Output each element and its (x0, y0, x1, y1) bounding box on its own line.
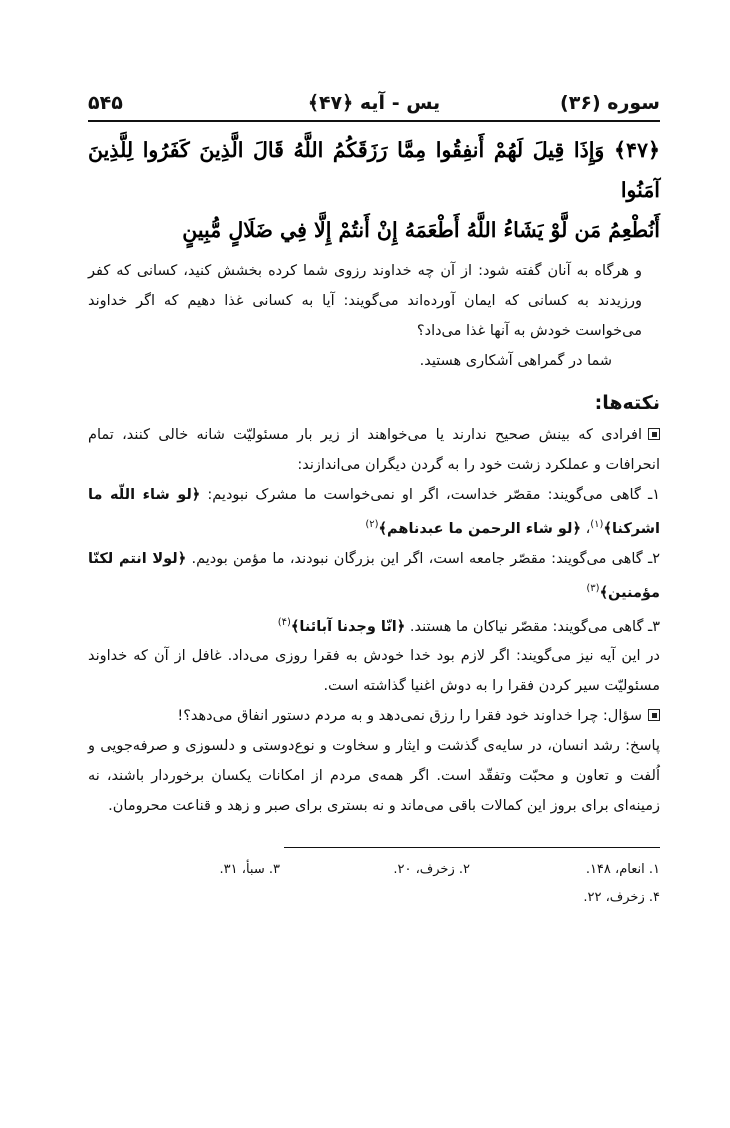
page-number: ۵۴۵ (88, 92, 123, 114)
verse-line-1: ﴿۴۷﴾ وَإِذَا قِيلَ لَهُمْ أَنفِقُوا مِمَّا رَزَقَكُمُ اللَّهُ قَالَ الَّذِينَ كَفَرُوا لِلَّذِينَ آمَنُوا (88, 138, 660, 202)
item-2-text: ۲ـ گاهی می‌گویند: مقصّر جامعه است، اگر این بزرگان نبودند، ما مؤمن بودیم. (191, 550, 660, 567)
note-intro (88, 420, 660, 480)
quran-verse (88, 130, 660, 250)
question-text: سؤال: چرا خداوند خود فقرا را رزق نمی‌دهد و به مردم دستور انفاق می‌دهد؟! (177, 708, 642, 725)
note-question (88, 701, 660, 731)
bullet-square-icon (648, 428, 660, 440)
footnote-row-1 (88, 856, 660, 884)
page-header (88, 86, 660, 122)
note-after-items: در این آیه نیز می‌گویند: اگر لازم بود خدا خودش به فقرا روزی می‌داد. غافل از آن که خداوند مسئولیّت سیر کردن فقرا را به دوش اغنیا گذاشته است. (88, 648, 660, 695)
footnote-4: ۴. زخرف، ۲۲. (583, 890, 660, 906)
note-item-3 (88, 608, 660, 642)
item-1-quote-2: ﴿لو شاء الرحمن ما عبدناهم﴾ (378, 520, 581, 537)
notes-title: نکته‌ها: (594, 392, 660, 414)
footnote-2: ۲. زخرف، ۲۰. (393, 862, 470, 878)
item-1-separator: ، (580, 520, 591, 537)
item-3-quote: ﴿انّا وجدنا آبائنا﴾ (290, 618, 406, 635)
footnote-ref-2: (۲) (365, 519, 379, 530)
footnote-ref-3: (۳) (586, 582, 600, 594)
verse-reference: یس - آیه ﴿۴۷﴾ (307, 92, 441, 114)
note-answer: پاسخ: رشد انسان، در سایه‌ی گذشت و ایثار و سخاوت و نوع‌دوستی و دلسوزی و صرفه‌جویی و اُلفت و تعاون و محبّت وتفقّد است. اگر همه‌ی مردم از امکانات یکسان برخوردار باشند، نه زمینه‌ای برای بروز این کمالات باقی می‌ماند و نه بستری برای صبر و زهد و قناعت محرومان. (88, 738, 660, 815)
footnote-row-2 (88, 884, 660, 912)
translation-last-line: شما در گمراهی آشکاری هستید. (419, 353, 612, 369)
verse-translation (88, 256, 660, 376)
footnote-3: ۳. سبأ، ۳۱. (219, 862, 280, 878)
item-1-quote-1: ﴿لو شاء اللّه ما اشرکنا﴾ (88, 487, 660, 537)
footnote-ref-1: (۱) (590, 519, 604, 530)
item-1-text: ۱ـ گاهی می‌گویند: مقصّر خداست، اگر او نمی‌خواست ما مشرک نبودیم: (207, 487, 661, 503)
bullet-square-icon (648, 709, 660, 721)
item-2-quote: ﴿لولا انتم لکنّا مؤمنین﴾ (88, 550, 660, 601)
footnote-ref-4: (۴) (277, 616, 291, 628)
note-intro-text: افرادی که بینش صحیح ندارند یا می‌خواهند از زیر بار مسئولیّت شانه خالی کنند، تمام انحرافات و عملکرد زشت خود را به گردن دیگران می‌اندازند: (88, 427, 660, 473)
item-3-text: ۳ـ گاهی می‌گویند: مقصّر نیاکان ما هستند. (409, 618, 660, 635)
footnote-1: ۱. انعام، ۱۴۸. (585, 862, 660, 878)
note-item-1 (88, 480, 660, 544)
note-item-2 (88, 544, 660, 608)
verse-line-2: أَنُطْعِمُ مَن لَّوْ يَشَاءُ اللَّهُ أَطْعَمَهُ إِنْ أَنتُمْ إِلَّا فِي ضَلَالٍ مُّبِينٍ (182, 218, 660, 242)
footnote-divider (284, 847, 660, 848)
translation-main: و هرگاه به آنان گفته شود: از آن چه خداوند رزوی شما کرده بخشش کنید، کسانی که کفر ورزیدند به کسانی که ایمان آورده‌اند می‌گویند: آیا به کسانی غذا دهیم که اگر خداوند می‌خواست خودش به آنها غذا می‌داد؟ (88, 263, 642, 339)
book-page (88, 86, 660, 912)
surah-title: سوره (۳۶) (560, 92, 660, 114)
